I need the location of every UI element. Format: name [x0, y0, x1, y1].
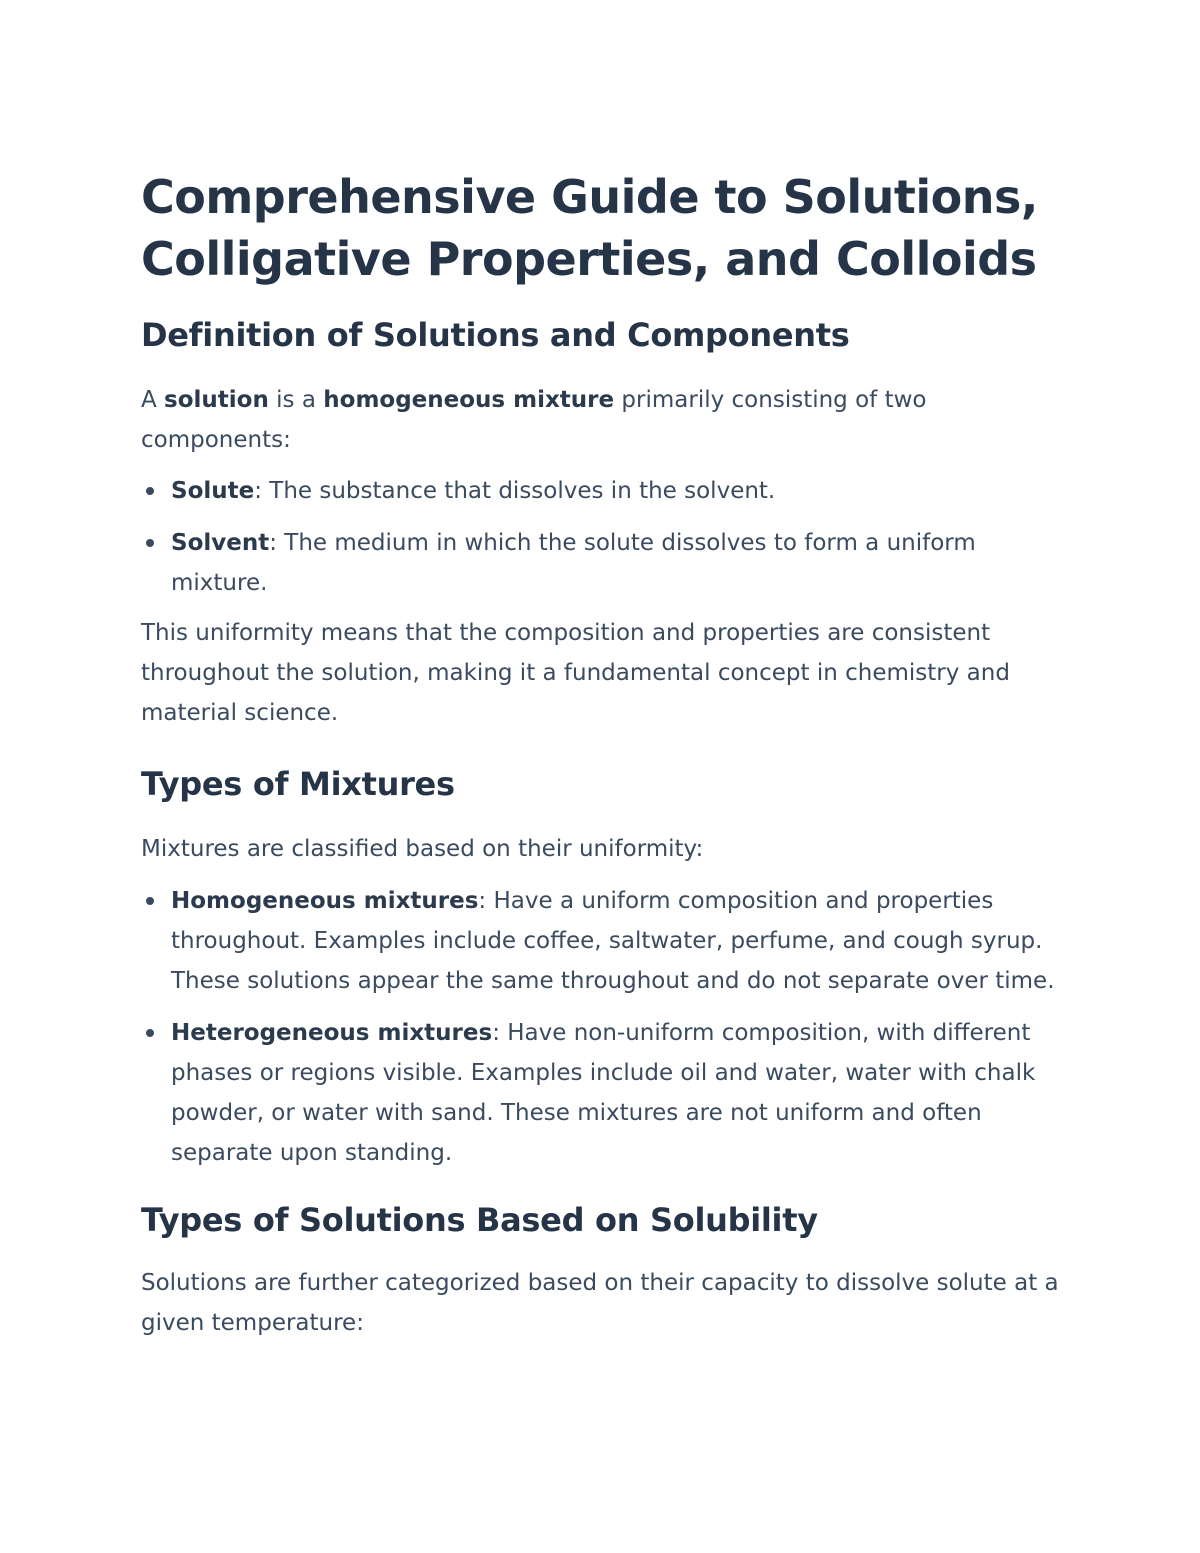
bullet-icon — [146, 897, 154, 905]
document-page — [141, 166, 1066, 1343]
list-item-text: : Have non-uniform composition, with different phases or regions visible. Examples include oil and water, water with chalk powder, or water with sand. These mixtures are not uniform and often separate upon standing. — [171, 1020, 1036, 1166]
intro-mid: is a — [268, 387, 324, 413]
list-item-term: Solute — [171, 478, 255, 504]
intro-suffix: primarily consisting of two components: — [141, 387, 927, 453]
list-item — [171, 523, 1066, 603]
document-title: Comprehensive Guide to Solutions, Colligative Properties, and Colloids — [141, 170, 1038, 286]
bullet-icon — [146, 539, 154, 547]
section-heading-definition: Definition of Solutions and Components — [141, 316, 850, 354]
definition-closing-paragraph: This uniformity means that the composition and properties are consistent throughout the solution, making it a fundamental concept in chemistry and material science. — [141, 620, 1010, 726]
components-list — [141, 471, 1066, 603]
term-homogeneous-mixture: homogeneous mixture — [323, 387, 615, 413]
list-item-text: : The substance that dissolves in the solvent. — [254, 478, 776, 504]
list-item-term: Heterogeneous mixtures — [171, 1020, 493, 1046]
section-heading-solubility: Types of Solutions Based on Solubility — [141, 1201, 818, 1239]
list-item-term: Solvent — [171, 530, 270, 556]
bullet-icon — [146, 1029, 154, 1037]
list-item — [171, 1013, 1066, 1173]
list-item-text: : Have a uniform composition and properties throughout. Examples include coffee, saltwater, perfume, and cough syrup. These solutions appear the same throughout and do not separate over time. — [171, 888, 1055, 994]
section-heading-mixtures: Types of Mixtures — [141, 765, 455, 803]
mixtures-intro-paragraph: Mixtures are classified based on their uniformity: — [141, 836, 704, 862]
bullet-icon — [146, 487, 154, 495]
list-item-term: Homogeneous mixtures — [171, 888, 479, 914]
mixtures-list — [141, 881, 1066, 1173]
definition-intro-paragraph — [141, 380, 1066, 460]
list-item — [171, 881, 1066, 1001]
list-item-text: : The medium in which the solute dissolves to form a uniform mixture. — [171, 530, 976, 596]
term-solution: solution — [164, 387, 269, 413]
solubility-intro-paragraph: Solutions are further categorized based on their capacity to dissolve solute at a given temperature: — [141, 1270, 1059, 1336]
intro-prefix: A — [141, 387, 165, 413]
list-item — [171, 471, 1066, 511]
